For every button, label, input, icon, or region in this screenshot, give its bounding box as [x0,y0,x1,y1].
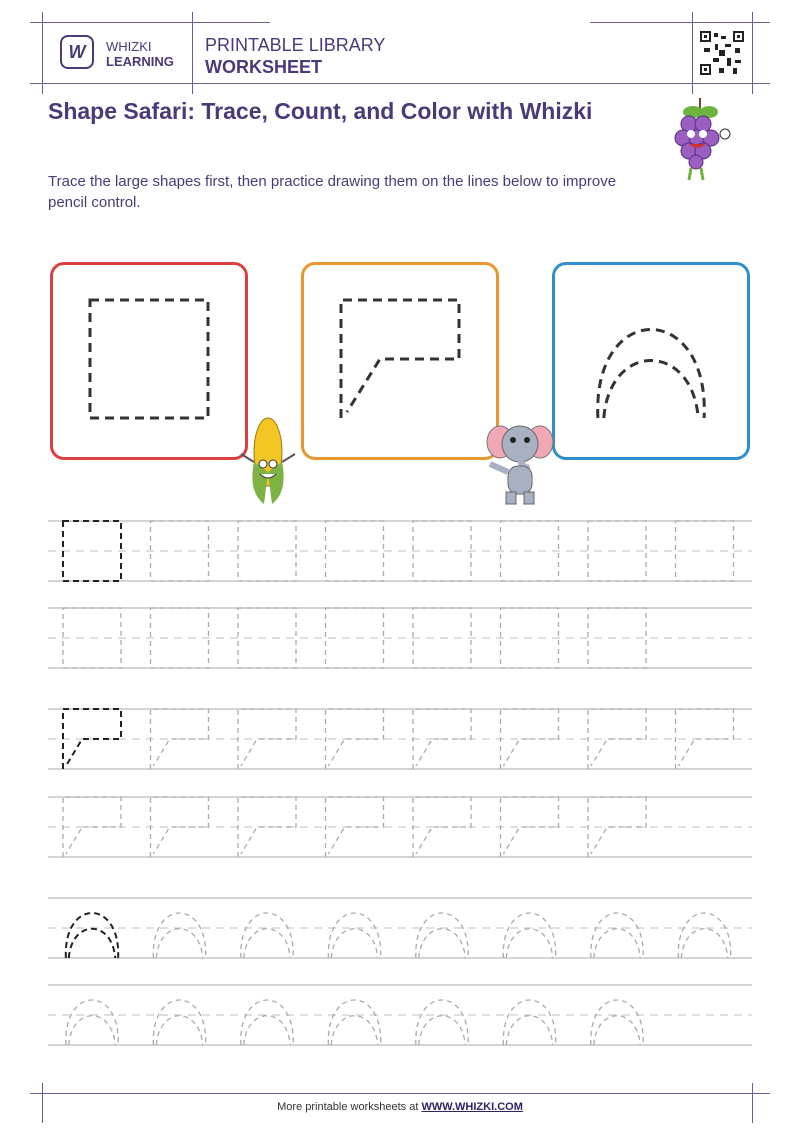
footer-link[interactable]: WWW.WHIZKI.COM [421,1101,523,1113]
practice-shape-arch [66,913,118,958]
brand-top: WHIZKI [106,39,152,54]
practice-shape-arch [416,1000,468,1045]
elephant-mascot-icon [484,412,556,510]
practice-shape-arch [416,913,468,958]
practice-shape-arch [328,1000,380,1045]
practice-shape-arch [241,1000,293,1045]
practice-shape-arch [153,913,205,958]
practice-shape-arch [66,1000,118,1045]
instructions: Trace the large shapes first, then practice drawing them on the lines below to improve pencil control. [48,173,617,211]
model-shape-square [90,300,208,418]
practice-shape-arch [153,1000,205,1045]
worksheet-label: WORKSHEET [205,57,322,77]
practice-shape-arch [591,913,643,958]
corn-mascot-icon [238,412,298,510]
practice-shape-arch [591,1000,643,1045]
page-title: Shape Safari: Trace, Count, and Color with Whizki [48,98,593,124]
footer-text: More printable worksheets at [277,1101,422,1113]
footer [0,1101,800,1113]
brand-bottom: LEARNING [106,54,174,69]
practice-shape-arch [328,913,380,958]
practice-shape-arch [678,913,730,958]
library-label: PRINTABLE LIBRARY [205,35,386,55]
footer-rule [30,1093,770,1094]
model-shape-arch [598,330,705,419]
whizki-logo-icon: W [60,35,94,69]
practice-shape-arch [241,913,293,958]
model-shape-flag [341,300,459,418]
practice-shape-arch [503,1000,555,1045]
practice-shape-arch [503,913,555,958]
